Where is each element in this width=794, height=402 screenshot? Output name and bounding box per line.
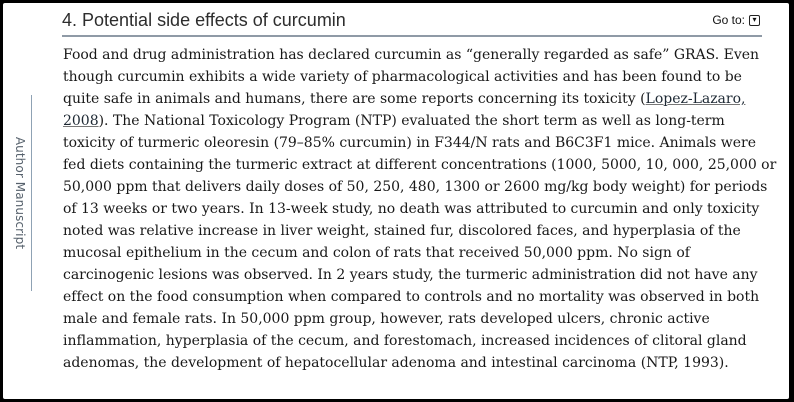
citation-link[interactable]: Lopez-Lazaro, [645, 91, 746, 107]
text-line: inflammation, hyperplasia of the cecum, and forestomach, increased incidences of clitoral gland [63, 333, 747, 349]
text-line: though curcumin exhibits a wide variety of pharmacological activities and has been found to be [63, 69, 742, 85]
chevron-down-icon: ▾ [749, 15, 760, 26]
author-manuscript-rule [31, 95, 32, 291]
text-line: fed diets containing the turmeric extract at different concentrations (1000, 5000, 10, 000, 25,000 or [63, 157, 777, 173]
text-line: mucosal epithelium in the cecum and colon of rats that received 50,000 ppm. No sign of [63, 245, 690, 261]
go-to-menu[interactable] [712, 13, 760, 27]
text-line [63, 110, 771, 132]
page-frame [3, 3, 789, 399]
text-segment: ). The National Toxicology Program (NTP) evaluated the short term as well as long-term [98, 113, 725, 129]
text-line: effect on the food consumption when compared to controls and no mortality was observed in both [63, 289, 760, 305]
text-line: of 13 weeks or two years. In 13-week study, no death was attributed to curcumin and only toxicity [63, 201, 760, 217]
text-line: adenomas, the development of hepatocellular adenoma and intestinal carcinoma (NTP, 1993). [63, 355, 729, 371]
citation-link[interactable]: 2008 [63, 113, 99, 129]
text-line: noted was relative increase in liver weight, stained fur, discolored faces, and hyperplasia of the [63, 223, 741, 239]
text-segment: quite safe in animals and humans, there are some reports concerning its toxicity ( [63, 91, 646, 107]
text-line: carcinogenic lesions was observed. In 2 years study, the turmeric administration did not have any [63, 267, 758, 283]
text-line: 50,000 ppm that delivers daily doses of 50, 250, 480, 1300 or 2600 mg/kg body weight) for periods [63, 179, 768, 195]
section-header [62, 9, 762, 37]
author-manuscript-text: Author Manuscript [13, 136, 27, 250]
article-body [63, 44, 777, 374]
text-line: toxicity of turmeric oleoresin (79–85% curcumin) in F344/N rats and B6C3F1 mice. Animals were [63, 135, 757, 151]
go-to-label: Go to: [712, 13, 745, 27]
text-line: male and female rats. In 50,000 ppm group, however, rats developed ulcers, chronic active [63, 311, 710, 327]
text-line: Food and drug administration has declared curcumin as “generally regarded as safe” GRAS. Even [63, 47, 760, 63]
text-line [63, 88, 771, 110]
section-title: 4. Potential side effects of curcumin [62, 10, 346, 30]
